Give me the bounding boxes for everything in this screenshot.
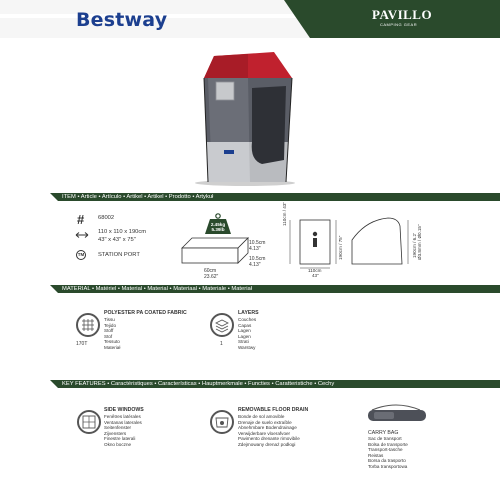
double-arrow-icon [75,231,89,239]
bag-translation-4: Borsa da trasporto [368,458,406,463]
bag-translation-2: Transport-tasche [368,447,403,452]
fabric-translation-5: Materiał [104,344,121,350]
item-section-title: ITEM • Article • Artículo • Artikel • Artikel • Prodotto • Artykuł [62,194,214,200]
tent-height-label: 190cm / 75" [338,235,343,260]
drain-translation-5: Zdejmowany drenaż podłogi [238,441,296,447]
floor-drain-icon [210,410,234,434]
door-height-label: 110cm / 43" [282,201,287,226]
bag-translation-5: Torba transportowa [368,463,408,469]
pack-length-cm: 60cm [204,268,217,274]
pack-depth-in: 4.13" [249,262,261,268]
drain-translation-2: Abnehmbare Bodendrainage [238,425,297,430]
pack-height-in: 4.13" [249,246,261,252]
layers-icon [210,313,234,337]
windows-translation-1: Ventanas laterales [104,419,142,425]
layers-count: 1 [220,341,223,347]
material-section-bar [58,285,500,293]
pack-depth-cm: 10.5cm [249,256,266,262]
layers-translation-3: Lagen [238,333,251,339]
drain-title: REMOVABLE FLOOR DRAIN [238,407,309,413]
drain-translation-1: Drenaje de suelo extraíble [238,419,292,425]
windows-translation-0: Fenêtres latérales [104,414,141,419]
layers-title: LAYERS [238,310,259,316]
tent-pole-diameter-label: Ø3.8mm / Ø0.15" [417,224,422,260]
fabric-translation-1: Tejido [104,322,117,328]
bag-translation-0: Sac de transport [368,436,402,441]
pavillo-logo: PAVILLO [372,7,433,22]
hash-icon: # [77,212,85,227]
tent-width-in: 43" [312,273,319,278]
drain-translation-0: Bonde de sol amovible [238,414,285,419]
layers-translation-5: Warstwy [238,344,256,350]
material-section-title: MATERIAL • Matériel • Material • Material • Materiaal • Materiale • Materiał [62,286,253,292]
tent-height-side-label: 190cm / 6.2' [412,233,417,258]
layers-translation-4: Strati [238,339,249,344]
brand-logo: Bestway [76,9,168,31]
trademark-icon: TM [76,250,86,260]
windows-title: SIDE WINDOWS [104,407,144,413]
packed-box-diagram [180,236,250,266]
bag-translation-3: Reistas [368,452,384,458]
side-windows-icon [77,410,101,434]
header [0,0,500,38]
weight-lb: 5.39lb [211,227,225,232]
pavillo-tagline: CAMPING GEAR [380,22,418,27]
fabric-translation-3: Stof [104,333,113,339]
windows-translation-2: Seitenfenster [104,425,132,430]
layers-translation-1: Capas [238,322,252,328]
pack-height-cm: 10.5cm [249,240,266,246]
fabric-density: 170T [76,341,88,347]
bag-title: CARRY BAG [368,430,399,436]
item-code: 68002 [98,215,115,221]
pack-length-in: 23.62" [204,274,219,280]
fabric-title: POLYESTER PA COATED FABRIC [104,310,187,316]
tent-width-cm: 110cm [308,268,322,273]
tent-image [190,42,300,187]
item-name: STATION PORT [98,252,140,258]
windows-translation-5: Okno boczne [104,441,132,447]
item-size-cm: 110 x 110 x 190cm [98,229,147,235]
fabric-icon [76,313,100,337]
drain-translation-4: Pavimento drenante rimovibile [238,436,300,441]
windows-translation-3: Zijvensters [104,430,127,436]
features-section-bar [58,380,500,388]
weight-kg: 2.45kg [210,222,226,227]
windows-translation-4: Finestre laterali [104,436,136,441]
bag-translation-1: Bolsa de transporte [368,441,408,447]
fabric-translation-2: Stoff [104,328,114,333]
drain-translation-3: Verwijderbare vloerafvoer [238,430,291,436]
features-section-title: KEY FEATURES • Caractéristiques • Características • Hauptmerkmale • Functies • Caratteristiche • Cechy [62,381,335,387]
layers-translation-2: Lagen [238,328,251,333]
fabric-translation-0: Tissu [104,317,115,322]
item-size-in: 43" x 43" x 75" [98,237,136,243]
fabric-translation-4: Tessuto [104,339,120,344]
layers-translation-0: Couches [238,317,257,322]
item-section-bar [58,193,500,201]
carry-bag-icon [366,402,428,424]
